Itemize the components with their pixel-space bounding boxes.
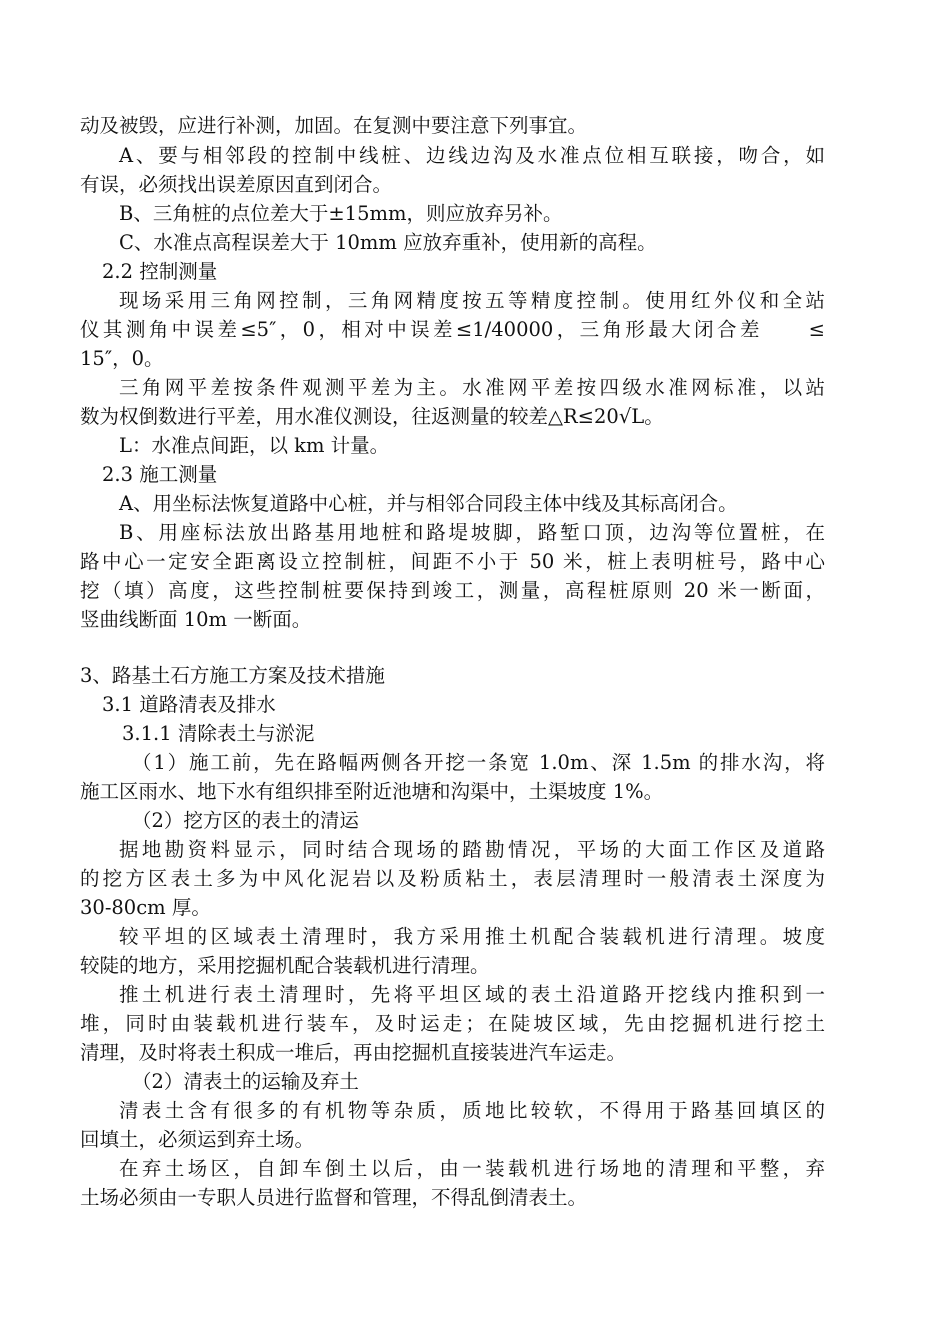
text-line: 推土机进行表土清理时，先将平坦区域的表土沿道路开挖线内推积到一 <box>119 983 825 1006</box>
text-line: 在弃土场区，自卸车倒土以后，由一装载机进行场地的清理和平整，弃 <box>119 1157 825 1180</box>
text-line: B、用座标法放出路基用地桩和路堤坡脚，路堑口顶，边沟等位置桩，在 <box>119 521 825 544</box>
text-line: 竖曲线断面 10m 一断面。 <box>80 608 312 631</box>
text-line: 的挖方区表土多为中风化泥岩以及粉质粘土，表层清理时一般清表土深度为 <box>80 867 825 890</box>
text-line: 30-80cm 厚。 <box>80 896 211 919</box>
chapter-heading: 3、路基土石方施工方案及技术措施 <box>80 664 385 687</box>
subsection-heading: 3.1.1 清除表土与淤泥 <box>122 722 315 745</box>
text-line: 据地勘资料显示，同时结合现场的踏勘情况，平场的大面工作区及道路 <box>119 838 825 861</box>
text-line: 15″，0。 <box>80 347 164 370</box>
text-line: 现场采用三角网控制，三角网精度按五等精度控制。使用红外仪和全站 <box>119 289 825 312</box>
text-line: 较陡的地方，采用挖掘机配合装载机进行清理。 <box>80 954 490 977</box>
text-line: 动及被毁，应进行补测，加固。在复测中要注意下列事宜。 <box>80 114 588 137</box>
text-line: L：水准点间距，以 km 计量。 <box>119 434 390 457</box>
text-line: 挖（填）高度，这些控制桩要保持到竣工，测量，高程桩原则 20 米一断面， <box>80 579 825 602</box>
section-heading: 2.3 施工测量 <box>102 463 218 486</box>
text-line: A、用坐标法恢复道路中心桩，并与相邻合同段主体中线及其标高闭合。 <box>119 492 738 515</box>
text-line: 仪其测角中误差≤5″，0，相对中误差≤1/40000，三角形最大闭合差 ≤ <box>80 318 825 341</box>
text-line: 路中心一定安全距离设立控制桩，间距不小于 50 米，桩上表明桩号，路中心 <box>80 550 825 573</box>
text-line: A、要与相邻段的控制中线桩、边线边沟及水准点位相互联接，吻合，如 <box>119 144 825 167</box>
item-heading: （2）清表土的运输及弃土 <box>132 1070 359 1093</box>
section-heading: 3.1 道路清表及排水 <box>102 693 276 716</box>
text-line: 堆，同时由装载机进行装车，及时运走；在陡坡区域，先由挖掘机进行挖土 <box>80 1012 825 1035</box>
text-line: 数为权倒数进行平差，用水准仪测设，往返测量的较差△R≤20√L。 <box>80 405 664 428</box>
text-line: 土场必须由一专职人员进行监督和管理，不得乱倒清表土。 <box>80 1186 588 1209</box>
text-line: 较平坦的区域表土清理时，我方采用推土机配合装载机进行清理。坡度 <box>119 925 825 948</box>
text-line: 清表土含有很多的有机物等杂质，质地比较软，不得用于路基回填区的 <box>119 1099 825 1122</box>
text-line: （1）施工前，先在路幅两侧各开挖一条宽 1.0m、深 1.5m 的排水沟，将 <box>132 751 825 774</box>
text-line: 回填土，必须运到弃土场。 <box>80 1128 315 1151</box>
text-line: C、水准点高程误差大于 10mm 应放弃重补，使用新的高程。 <box>119 231 657 254</box>
text-line: 三角网平差按条件观测平差为主。水准网平差按四级水准网标准，以站 <box>119 376 825 399</box>
text-line: 有误，必须找出误差原因直到闭合。 <box>80 173 393 196</box>
text-line: 施工区雨水、地下水有组织排至附近池塘和沟渠中，土渠坡度 1%。 <box>80 780 664 803</box>
section-heading: 2.2 控制测量 <box>102 260 218 283</box>
item-heading: （2）挖方区的表土的清运 <box>132 809 359 832</box>
text-line: B、三角桩的点位差大于±15mm，则应放弃另补。 <box>119 202 563 225</box>
text-line: 清理，及时将表土积成一堆后，再由挖掘机直接装进汽车运走。 <box>80 1041 627 1064</box>
